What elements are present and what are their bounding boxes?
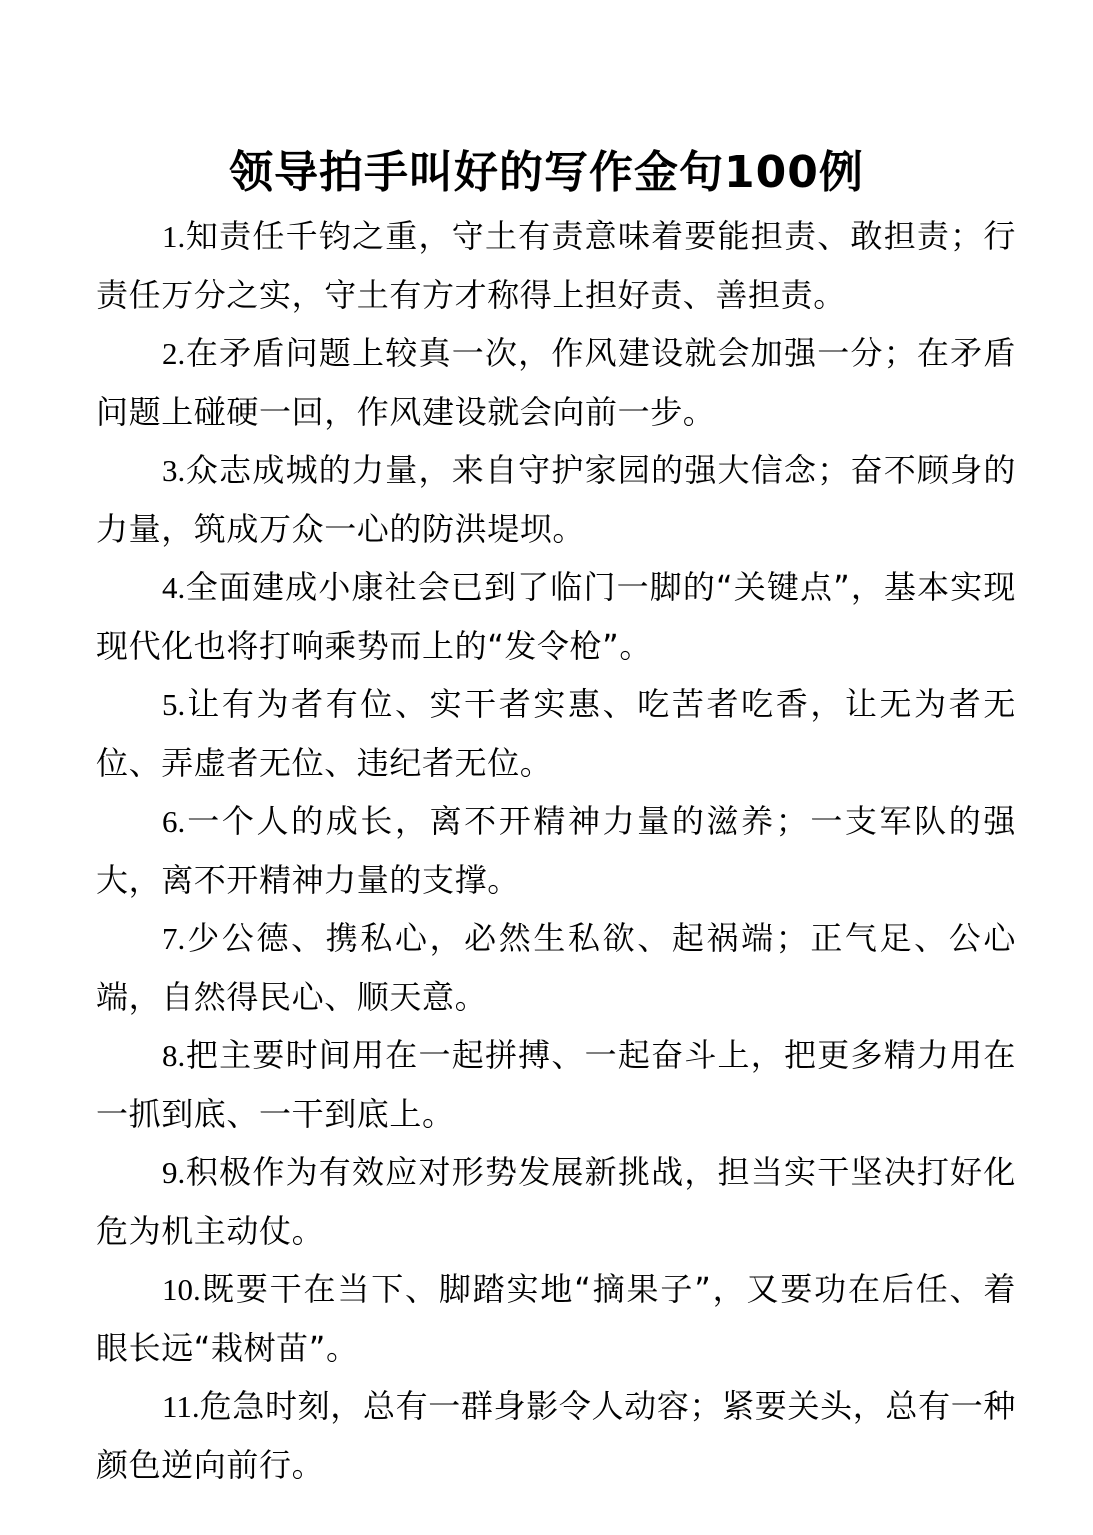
list-item <box>96 207 1016 324</box>
list-item <box>96 1026 1016 1143</box>
list-item <box>96 324 1016 441</box>
list-item <box>96 441 1016 558</box>
list-item <box>96 1143 1016 1260</box>
list-item <box>96 1377 1016 1494</box>
item-text: 众志成城的力量，来自守护家园的强大信念；奋不顾身的力量，筑成万众一心的防洪堤坝。 <box>96 451 1016 548</box>
item-text: 危急时刻，总有一群身影令人动容；紧要关头，总有一种颜色逆向前行。 <box>96 1387 1016 1484</box>
list-item <box>96 1260 1016 1377</box>
item-number: 10. <box>162 1272 201 1307</box>
list-item <box>96 558 1016 675</box>
item-text: 积极作为有效应对形势发展新挑战，担当实干坚决打好化危为机主动仗。 <box>96 1153 1016 1250</box>
item-text: 在矛盾问题上较真一次，作风建设就会加强一分；在矛盾问题上碰硬一回，作风建设就会向前一步。 <box>96 334 1016 431</box>
list-item <box>96 909 1016 1026</box>
item-text: 少公德、携私心，必然生私欲、起祸端；正气足、公心端，自然得民心、顺天意。 <box>96 919 1016 1016</box>
list-item <box>96 675 1016 792</box>
item-number: 7. <box>162 921 186 956</box>
item-number: 6. <box>162 804 186 839</box>
item-text: 一个人的成长，离不开精神力量的滋养；一支军队的强大，离不开精神力量的支撑。 <box>96 802 1016 899</box>
item-number: 2. <box>162 336 186 371</box>
item-number: 3. <box>162 453 186 488</box>
page-title: 领导拍手叫好的写作金句100例 <box>229 147 864 198</box>
item-text: 把主要时间用在一起拼搏、一起奋斗上，把更多精力用在一抓到底、一干到底上。 <box>96 1036 1016 1133</box>
item-text: 既要干在当下、脚踏实地“摘果子”，又要功在后任、着眼长远“栽树苗”。 <box>96 1270 1016 1367</box>
item-text: 全面建成小康社会已到了临门一脚的“关键点”，基本实现现代化也将打响乘势而上的“发令枪”。 <box>96 568 1016 665</box>
item-number: 9. <box>162 1155 186 1190</box>
item-text: 让有为者有位、实干者实惠、吃苦者吃香，让无为者无位、弄虚者无位、违纪者无位。 <box>96 685 1016 782</box>
item-number: 11. <box>162 1389 200 1424</box>
item-number: 8. <box>162 1038 186 1073</box>
list-item <box>96 792 1016 909</box>
document-body <box>96 207 1016 1494</box>
item-number: 5. <box>162 687 186 722</box>
item-number: 4. <box>162 570 186 605</box>
item-text: 知责任千钧之重，守土有责意味着要能担责、敢担责；行责任万分之实，守土有方才称得上担好责、善担责。 <box>96 217 1016 314</box>
item-number: 1. <box>162 219 186 254</box>
